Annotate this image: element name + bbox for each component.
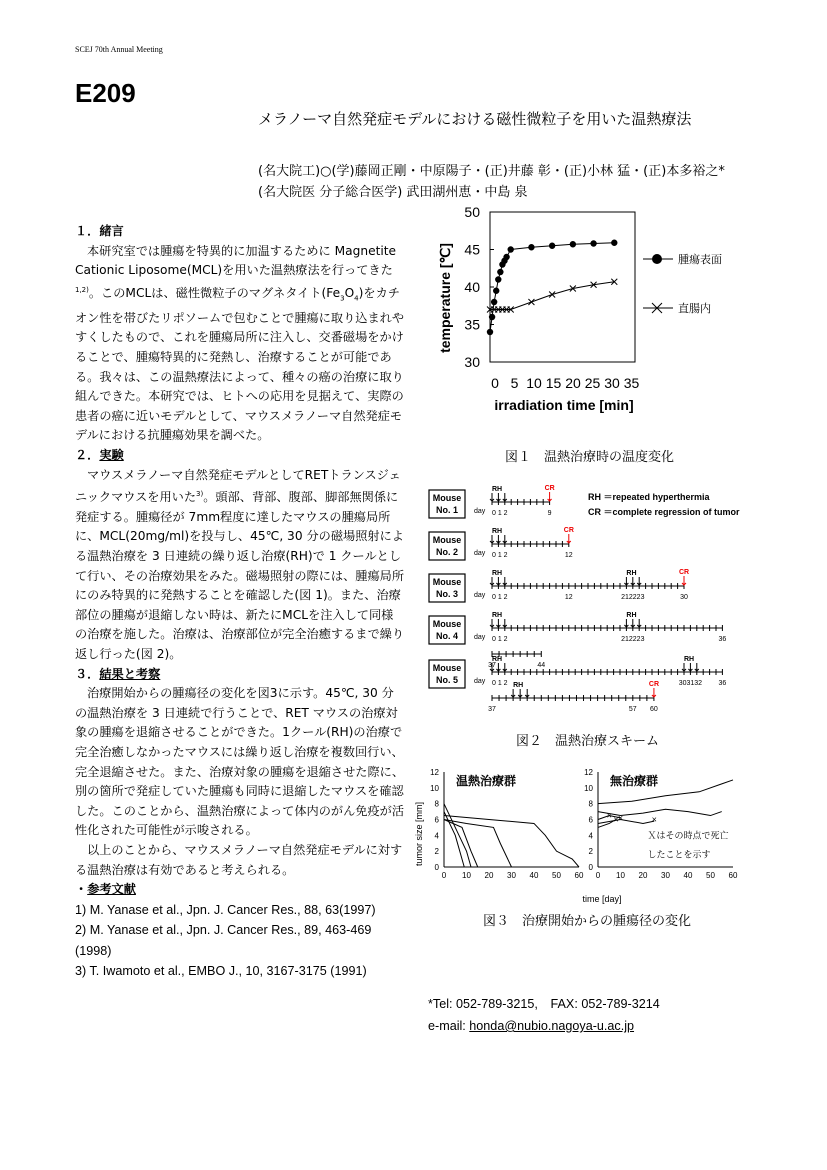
- mouse-label: Mouse: [432, 619, 462, 629]
- series-point: [528, 244, 534, 250]
- rh-label: RH: [492, 486, 503, 493]
- section-2-title: ２．実験: [75, 448, 124, 463]
- series-point: [590, 240, 596, 246]
- y-tick-label: 8: [588, 799, 593, 809]
- y-tick-label: 50: [464, 204, 480, 220]
- y-tick-label: 4: [434, 831, 439, 841]
- x-tick-label: 60: [574, 871, 584, 880]
- rh-arrow: [496, 493, 500, 501]
- day-numbers: 0 1 2: [492, 594, 508, 601]
- rh-label: RH: [492, 528, 503, 535]
- meeting-name: SCEJ 70th Annual Meeting: [75, 45, 163, 54]
- rh-arrow: [624, 619, 628, 627]
- rh-arrow: [490, 535, 494, 543]
- y-tick-label: 2: [434, 847, 439, 857]
- rh-arrow: [511, 689, 515, 697]
- series-point: [611, 240, 617, 246]
- series-point: [549, 292, 555, 298]
- rh-arrow: [496, 577, 500, 585]
- mouse-label: Mouse: [432, 493, 462, 503]
- series-point: [528, 299, 534, 305]
- y-tick-label: 2: [588, 847, 593, 857]
- results-paragraph: 治療開始からの腫瘍径の変化を図3に示す。45℃, 30 分の温熱治療を 3 日連続で行うことで、RET マウスの治療対象の腫瘍を退縮させることができた。1クール(RH)の治療で完全治癒しなかったマウスには繰り返し治療を複数回行い、完全退縮させた。また、治療対象の腫瘍を退縮させた際に、別の箇所で発症していた腫瘍も同時に退縮したマウスを確認した。このことから、温熱治療によって体内のがん免疫が活性化された可能性が示唆される。: [75, 686, 405, 838]
- legend-label: 直腸内: [678, 303, 711, 315]
- x-tick-label: 50: [552, 871, 561, 880]
- x-tick-label: 20: [484, 871, 494, 880]
- x-tick-label: 30: [661, 871, 670, 880]
- day-number: 44: [537, 662, 546, 669]
- reference-item: 2) M. Yanase et al., Jpn. J. Cancer Res., 89, 463-469: [75, 923, 372, 938]
- reference-item: 3) T. Iwamoto et al., EMBO J., 10, 3167-3175 (1991): [75, 964, 367, 979]
- y-tick-label: 0: [434, 863, 439, 872]
- references-title: ・参考文献: [75, 882, 136, 897]
- rh-arrow: [503, 663, 507, 671]
- cr-label: CR: [648, 681, 660, 688]
- cr-arrow: [682, 576, 686, 585]
- y-tick-label: 12: [430, 768, 439, 777]
- day-numbers: 0 1 2: [492, 680, 508, 687]
- series-line: [444, 804, 471, 867]
- x-tick-label: 35: [623, 375, 640, 391]
- death-marker: ×: [606, 810, 612, 821]
- plot-frame: [490, 212, 635, 362]
- figure-3-caption: 図３ 治療開始からの腫瘍径の変化: [483, 914, 692, 929]
- day-numbers: 0 1 2: [492, 552, 508, 559]
- intro-paragraph: 本研究室では腫瘍を特異的に加温するために Magnetite Cationic Liposome(MCL)を用いた温熱療法を行ってきた$^{1,2)}$。このMCLは、磁性微粒子のマグネタイト$(Fe_3O_4)$をカチオン性を帯びたリポソームで包むことで腫瘍に取り込まれやすくしたもので、これを腫瘍局所に注入し、交番磁場をかけることで、腫瘍特異的に発熱し、治療することが可能である。我々は、この温熱療法によって、種々の癌の治療に取り組んできた。本研究では、ヒトへの応用を見据えて、実際の患者の癌に近いモデルとして、マウスメラノーマ自然発症モデルにおける抗腫瘍効果を調べた。: [75, 243, 405, 443]
- cr-label: CR: [563, 527, 574, 534]
- figure-2-caption: 図２ 温熱治療スキーム: [516, 734, 660, 749]
- rh-arrow: [637, 577, 641, 585]
- rh-arrow: [490, 493, 494, 501]
- rh-arrow: [496, 663, 500, 671]
- rh-label: RH: [684, 656, 695, 663]
- death-marker: ×: [651, 814, 657, 825]
- series-point: [491, 299, 497, 305]
- mouse-label: Mouse: [432, 663, 462, 673]
- rh-label: RH: [492, 656, 503, 663]
- series-line: [444, 820, 478, 868]
- panel-title: 無治療群: [610, 774, 659, 788]
- day-number: 36: [718, 680, 727, 687]
- y-axis-label: temperature [℃]: [437, 243, 453, 353]
- rh-arrow: [496, 535, 500, 543]
- rh-arrow: [518, 689, 522, 697]
- death-note: したことを示す: [647, 849, 711, 860]
- day-number: 12: [564, 594, 573, 601]
- legend-rh: RH ＝repeated hyperthermia: [588, 492, 710, 502]
- paper-title: メラノーマ自然発症モデルにおける磁性微粒子を用いた温熱療法: [258, 110, 692, 128]
- day-numbers: 0 1 2: [492, 636, 508, 643]
- death-marker: ×: [617, 812, 624, 823]
- y-tick-label: 8: [434, 799, 439, 809]
- x-tick-label: 5: [510, 375, 519, 391]
- contact-email-line: e-mail: honda@nubio.nagoya-u.ac.jp: [428, 1019, 635, 1033]
- x-tick-label: 20: [565, 375, 581, 391]
- rh-arrow: [525, 689, 529, 697]
- mouse-number: No. 3: [435, 589, 459, 599]
- x-tick-label: 30: [507, 871, 516, 880]
- y-tick-label: 0: [588, 863, 593, 872]
- cr-label: CR: [544, 485, 555, 492]
- x-tick-label: 0: [595, 871, 601, 880]
- y-axis-label: tumor size [mm]: [414, 801, 424, 867]
- x-tick-label: 25: [584, 375, 601, 391]
- contact-phone: *Tel: 052-789-3215, FAX: 052-789-3214: [428, 997, 660, 1011]
- day-number: 37: [488, 706, 496, 713]
- day-number: 60: [650, 706, 658, 713]
- series-point: [549, 243, 555, 249]
- y-tick-label: 45: [464, 241, 480, 258]
- authors-line-1: (名大院工)○(学)藤岡正剛・中原陽子・(正)井藤 彰・(正)小林 猛・(正)本多裕之*: [258, 164, 725, 179]
- rh-arrow: [503, 535, 507, 543]
- conclusion-paragraph: 以上のことから、マウスメラノーマ自然発症モデルに対する温熱治療は有効であると考えられる。: [75, 842, 403, 877]
- rh-label: RH: [626, 612, 637, 619]
- x-tick-label: 10: [616, 871, 625, 880]
- figure-1-chart: [428, 200, 768, 425]
- experiment-paragraph: マウスメラノーマ自然発症モデルとしてRETトランスジェニックマウスを用いた$^{3)}$。頭部、背部、腹部、脚部無関係に発症する。腫瘍径が 7mm程度に達したマウスの腫瘍局所に、MCL(20mg/ml)を投与し、45℃, 30 分の磁場照射による温熱治療を 3 日連続の繰り返し治療(RH)で 1 クールとして行い、その治療効果をみた。磁場照射の際には、腫瘍局所にのみ特異的に発熱することを確認した(図 1)。また、治療部位の腫瘍が退縮しない時は、新たにMCLを注入して同様の治療を施した。治療は、治療部位が完全治癒するまで繰り返し行った(図 2)。: [75, 467, 405, 662]
- y-tick-label: 35: [464, 316, 480, 333]
- day-number: 57: [628, 706, 637, 713]
- series-point: [493, 288, 499, 294]
- day-number: 212223: [621, 594, 645, 601]
- day-number: 303132: [678, 680, 703, 687]
- rh-arrow: [490, 619, 494, 627]
- rh-arrow: [688, 663, 692, 671]
- legend-marker-circle: [652, 254, 662, 264]
- series-point: [570, 241, 576, 247]
- day-number: 36: [718, 636, 727, 643]
- x-tick-label: 0: [441, 871, 447, 880]
- section-3-title: ３．結果と考察: [75, 666, 161, 681]
- death-note: Ｘはその時点で死亡: [647, 830, 729, 841]
- figure-2-diagram: [428, 484, 768, 713]
- rh-arrow: [631, 619, 635, 627]
- series-point: [503, 254, 509, 260]
- mouse-number: No. 5: [435, 675, 459, 685]
- rh-label: RH: [492, 612, 503, 619]
- day-numbers: 0 1 2: [492, 510, 508, 517]
- day-number: 30: [680, 594, 688, 601]
- authors-line-2: (名大院医 分子総合医学) 武田湖州恵・中島 泉: [258, 185, 528, 200]
- rh-arrow: [624, 577, 628, 585]
- day-number: 212223: [621, 636, 645, 643]
- x-tick-label: 20: [638, 871, 648, 880]
- cr-arrow: [548, 492, 552, 501]
- reference-item: (1998): [75, 943, 112, 958]
- series-line: [490, 282, 614, 310]
- day-label: day: [474, 592, 486, 599]
- series-point: [487, 329, 493, 335]
- y-tick-label: 30: [464, 354, 480, 370]
- figure-1-caption: 図１ 温熱治療時の温度変化: [505, 450, 675, 465]
- death-marker: ×: [613, 814, 619, 825]
- y-tick-label: 40: [464, 279, 480, 295]
- day-label: day: [474, 634, 486, 641]
- y-tick-label: 4: [588, 831, 593, 841]
- cr-arrow: [567, 534, 571, 543]
- rh-arrow: [496, 619, 500, 627]
- day-number: 37: [488, 662, 496, 669]
- x-tick-label: 60: [728, 871, 738, 880]
- y-tick-label: 10: [430, 783, 439, 793]
- section-1-title: １．緒言: [75, 224, 124, 238]
- mouse-label: Mouse: [432, 535, 462, 545]
- rh-label: RH: [626, 570, 637, 577]
- rh-label: RH: [492, 570, 503, 577]
- x-tick-label: 40: [683, 871, 693, 880]
- email-link[interactable]: honda@nubio.nagoya-u.ac.jp: [469, 1019, 635, 1033]
- rh-arrow: [631, 577, 635, 585]
- day-label: day: [474, 550, 486, 557]
- paper-code: E209: [75, 78, 136, 108]
- day-label: day: [474, 678, 486, 685]
- figure-3-chart: [412, 762, 752, 912]
- x-axis-label: time [day]: [582, 894, 622, 904]
- rh-arrow: [637, 619, 641, 627]
- rh-arrow: [503, 619, 507, 627]
- legend-label: 腫瘍表面: [678, 254, 722, 266]
- mouse-number: No. 1: [435, 505, 459, 515]
- x-tick-label: 40: [529, 871, 539, 880]
- mouse-number: No. 4: [435, 631, 459, 641]
- day-label: day: [474, 508, 486, 515]
- body-text: [75, 222, 405, 982]
- day-number: 9: [547, 510, 552, 517]
- x-axis-label: irradiation time [min]: [494, 397, 634, 413]
- rh-arrow: [490, 577, 494, 585]
- x-tick-label: 50: [706, 871, 715, 880]
- x-tick-label: 10: [526, 375, 542, 391]
- y-tick-label: 6: [434, 815, 439, 825]
- series-line: [444, 820, 512, 868]
- contact-info: [428, 993, 660, 1037]
- y-tick-label: 6: [588, 815, 593, 825]
- cr-arrow: [652, 688, 656, 697]
- x-tick-label: 10: [462, 871, 471, 880]
- y-tick-label: 10: [584, 783, 593, 793]
- series-point: [497, 269, 503, 275]
- series-point: [495, 276, 501, 282]
- y-tick-label: 12: [584, 768, 593, 777]
- rh-arrow: [503, 577, 507, 585]
- panel-title: 温熱治療群: [456, 774, 517, 788]
- rh-arrow: [682, 663, 686, 671]
- cr-label: CR: [679, 569, 690, 576]
- mouse-label: Mouse: [432, 577, 462, 587]
- x-tick-label: 30: [604, 375, 620, 391]
- reference-item: 1) M. Yanase et al., Jpn. J. Cancer Res., 88, 63(1997): [75, 902, 376, 917]
- rh-arrow: [503, 493, 507, 501]
- legend-cr: CR ＝complete regression of tumor: [588, 507, 740, 517]
- x-tick-label: 15: [545, 375, 562, 391]
- series-point: [508, 246, 514, 252]
- rh-label: RH: [513, 682, 524, 689]
- day-number: 12: [564, 552, 573, 559]
- mouse-number: No. 2: [435, 547, 459, 557]
- rh-arrow: [695, 663, 699, 671]
- series-point: [489, 314, 495, 320]
- x-tick-label: 0: [491, 375, 499, 391]
